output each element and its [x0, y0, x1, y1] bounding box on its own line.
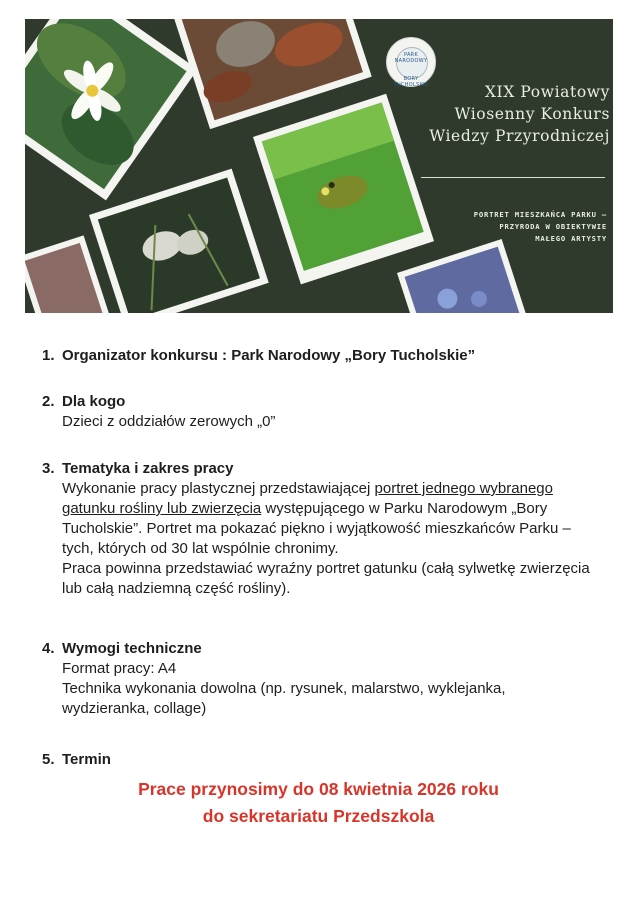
theme-paragraph: Wykonanie pracy plastycznej przedstawiającej portret jednego wybranego gatunku rośliny lub zwierzęcia występującego w Parku Narodowym „Bory Tucholskie”. Portret ma pokazać piękno i wyjątkowość mieszkańców Parku – tych, których od 30 lat wspólnie chronimy.: [62, 480, 571, 557]
section-deadline: 5. Termin: [42, 751, 111, 768]
banner-title-line-2: Wiosenny Konkurs: [454, 105, 610, 123]
section-heading: Wymogi techniczne: [62, 640, 202, 657]
banner-subtitle: [421, 209, 607, 245]
section-heading: Dla kogo: [62, 393, 126, 410]
underlined-phrase: portret jednego wybranego gatunku rośliny lub zwierzęcia: [62, 480, 553, 517]
banner-subtitle-line-1: PORTRET MIESZKAŃCA PARKU –: [473, 210, 607, 219]
banner-subtitle-line-2: PRZYRODA W OBIEKTYWIE: [499, 222, 607, 231]
deadline-line-1: Prace przynosimy do 08 kwietnia 2026 roku: [138, 779, 499, 799]
audience-text: Dzieci z oddziałów zerowych „0”: [62, 413, 276, 430]
park-logo: [386, 37, 436, 87]
banner-subtitle-line-3: MAŁEGO ARTYSTY: [535, 234, 607, 243]
deadline-notice: [0, 776, 637, 830]
theme-paragraph-2: Praca powinna przedstawiać wyraźny portret gatunku (całą sylwetkę zwierzęcia lub całą nadziemną część rośliny).: [62, 560, 590, 597]
section-audience: 2. Dla kogo Dzieci z oddziałów zerowych „0”: [42, 392, 602, 432]
logo-text: PARK NARODOWY BORY TUCHOLSKIE: [393, 52, 429, 88]
banner-divider: [421, 177, 605, 178]
section-theme: 3. Tematyka i zakres pracy Wykonanie pracy plastycznej przedstawiającej portret jednego wybranego gatunku rośliny lub zwierzęcia występującego w Parku Narodowym „Bory Tucholskie”. Portret ma pokazać piękno i wyjątkowość mieszkańców Parku – tych, których od 30 lat wspólnie chronimy. Praca powinna przedstawiać wyraźny portret gatunku (całą sylwetkę zwierzęcia lub całą nadziemną część rośliny).: [42, 459, 602, 599]
format-text: Format pracy: A4: [62, 660, 177, 677]
section-heading: Tematyka i zakres pracy: [62, 460, 234, 477]
section-heading: Organizator konkursu : Park Narodowy „Bory Tucholskie”: [62, 347, 476, 364]
deadline-line-2: do sekretariatu Przedszkola: [202, 806, 435, 826]
section-organizer: 1. Organizator konkursu : Park Narodowy „Bory Tucholskie”: [42, 347, 476, 364]
technique-text: Technika wykonania dowolna (np. rysunek, malarstwo, wyklejanka, wydzieranka, collage): [62, 680, 506, 717]
banner-title: [345, 81, 610, 147]
photo-collage: [25, 19, 613, 313]
section-heading: Termin: [62, 751, 111, 768]
banner-title-line-3: Wiedzy Przyrodniczej: [429, 127, 610, 145]
header-banner: [25, 19, 613, 313]
section-technical: 4. Wymogi techniczne Format pracy: A4 Technika wykonania dowolna (np. rysunek, malarstwo, wyklejanka, wydzieranka, collage): [42, 639, 602, 719]
banner-title-line-1: XIX Powiatowy: [484, 83, 610, 101]
